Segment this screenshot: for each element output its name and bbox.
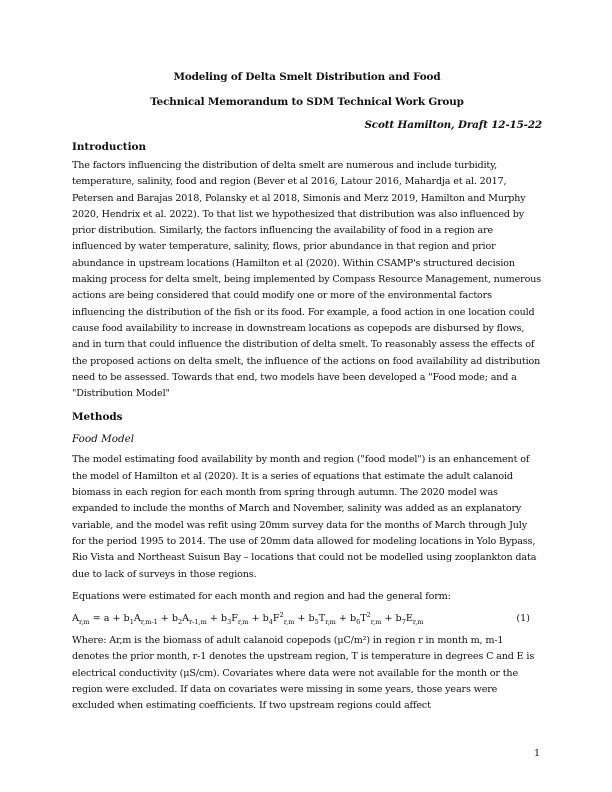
methods-paragraph-2: Equations were estimated for each month and region and had the general form: bbox=[72, 590, 451, 602]
document-page bbox=[72, 70, 542, 715]
document-subtitle: Technical Memorandum to SDM Technical Work Group bbox=[150, 96, 464, 108]
page-number: 1 bbox=[534, 748, 541, 759]
methods-paragraph-1: The model estimating food availability by month and region ("food model") is an enhancement of the model of Hamilton et al (2020). It is a series of equations that estimate the adult calanoid biomass in each region for each month from spring through autumn. The 2020 model was expanded to include the months of March and November, salinity was added as an explanatory variable, and the model was refit using 20mm survey data for the months of March through July for the period 1995 to 2014. The use of 20mm data allowed for modeling locations in Yolo Bypass, Rio Vista and Northeast Suisun Bay – locations that could not be modelled using zooplankton data due to lack of surveys in those regions. bbox=[72, 454, 537, 580]
introduction-heading: Introduction bbox=[72, 141, 146, 153]
document-title: Modeling of Delta Smelt Distribution and Food bbox=[173, 71, 441, 83]
introduction-paragraph: The factors influencing the distribution of delta smelt are numerous and include turbidity, temperature, salinity, food and region (Bever et al 2016, Latour 2016, Mahardja et al. 2017, Petersen and Barajas 2018, Polansky et al 2018, Simonis and Merz 2019, Hamilton and Murphy 2020, Hendrix et al. 2022). To that list we hypothesized that distribution was also influenced by prior distribution. Similarly, the factors influencing the availability of food in a region are influenced by water temperature, salinity, flows, prior abundance in that region and prior abundance in upstream locations (Hamilton et al (2020). Within CSAMP's structured decision making process for delta smelt, being implemented by Compass Resource Management, numerous actions are being considered that could modify one or more of the environmental factors influencing the distribution of the fish or its food. For example, a food action in one location could cause food availability to increase in downstream locations as copepods are disbursed by flows, and in turn that could influence the distribution of delta smelt. To reasonably assess the effects of the proposed actions on delta smelt, the influence of the actions on food availability ad distribution need to be assessed. Towards that end, two models have been developed a "Food mode; and a "Distribution Model" bbox=[72, 160, 542, 400]
methods-heading: Methods bbox=[72, 411, 123, 424]
food-model-subheading: Food Model bbox=[72, 433, 135, 446]
equation-number: (1) bbox=[516, 613, 530, 625]
methods-paragraph-3: Where: Ar,m is the biomass of adult calanoid copepods (μC/m²) in region r in month m, m-1 denotes the prior month, r-1 denotes the upstream region, T is temperature in degrees C and E is electrical conductivity (μS/cm). Covariates where data were not available for the month or the region were excluded. If data on covariates were missing in some years, those years were excluded when estimating coefficients. If two upstream regions could affect bbox=[72, 635, 535, 712]
equation-1 bbox=[72, 611, 542, 627]
equation-body: $A_{r,m} = a + b_1A_{r,m-1} + b_2A_{r-1,m} + b_3F_{r,m} + b_4F^2_{r,m} + b_5T_{r,m} + b_6T^2_{r,m} + b_7E_{r,m}$ bbox=[72, 610, 424, 627]
author-line: Scott Hamilton, Draft 12-15-22 bbox=[364, 119, 542, 131]
